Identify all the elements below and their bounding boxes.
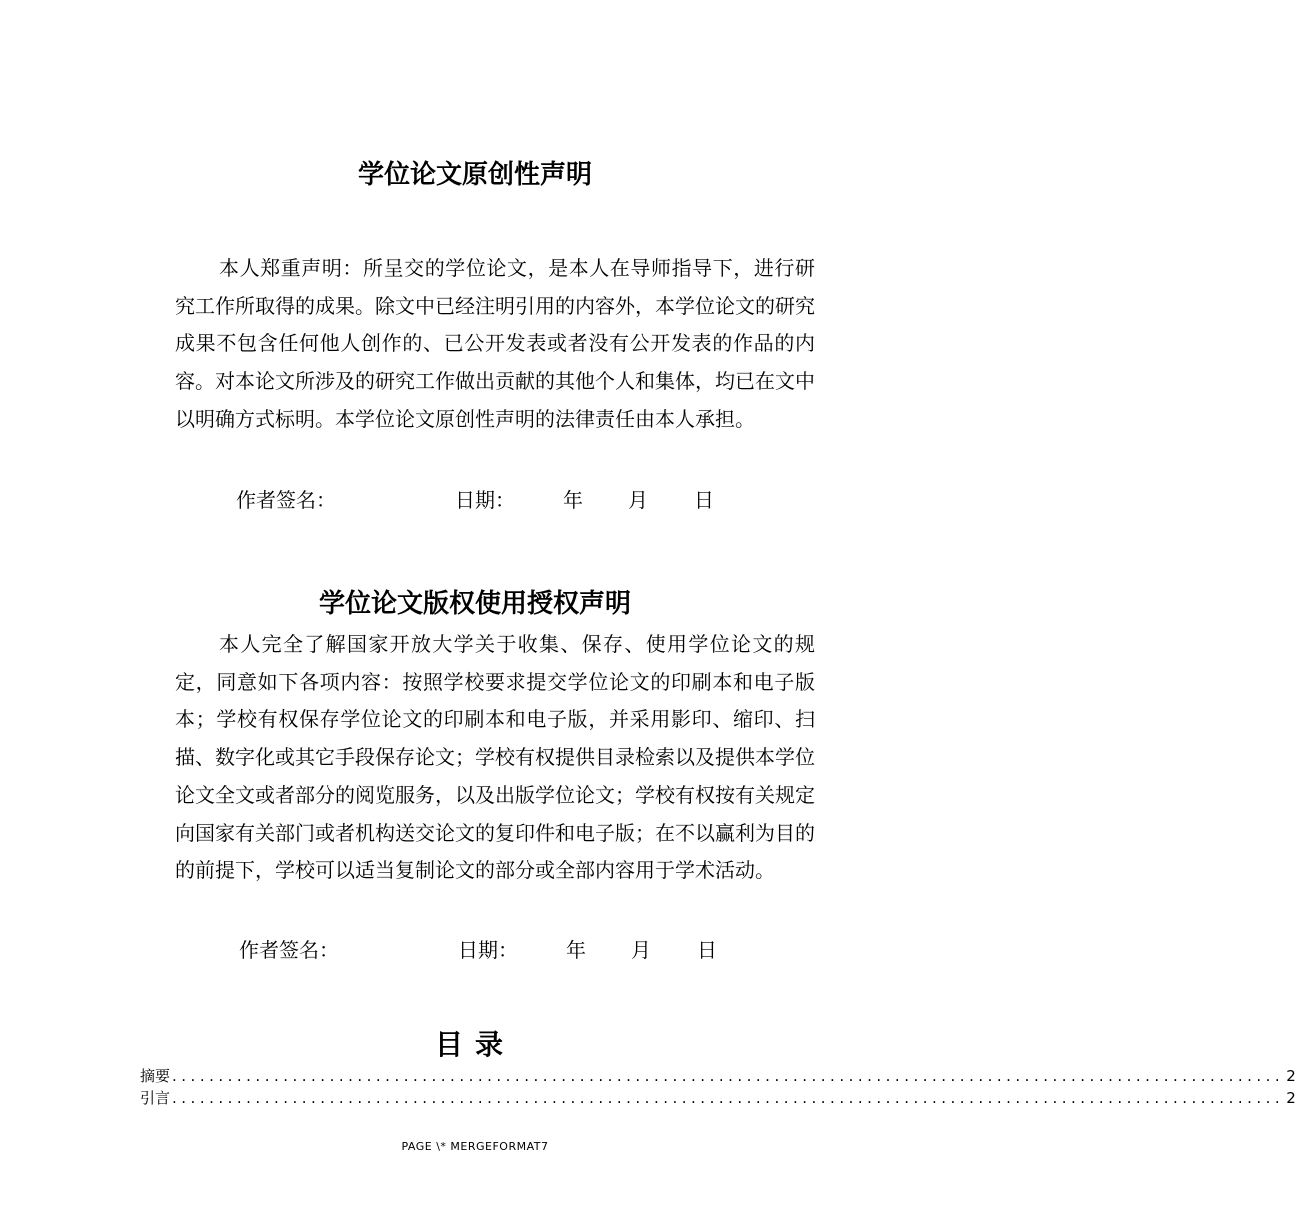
table-of-contents xyxy=(140,1065,1296,1109)
author-signature-label: 作者签名： xyxy=(239,938,339,962)
originality-body: 本人郑重声明：所呈交的学位论文，是本人在导师指导下，进行研究工作所取得的成果。除文中已经注明引用的内容外，本学位论文的研究成果不包含任何他人创作的、已公开发表或者没有公开发表的作品的内容。对本论文所涉及的研究工作做出贡献的其他个人和集体，均已在文中以明确方式标明。本学位论文原创性声明的法律责任由本人承担。 xyxy=(175,256,815,431)
month-label: 月 xyxy=(628,488,648,512)
originality-title: 学位论文原创性声明 xyxy=(357,160,592,190)
author-signature-label: 作者签名： xyxy=(236,488,336,512)
copyright-body: 本人完全了解国家开放大学关于收集、保存、使用学位论文的规定，同意如下各项内容：按照学校要求提交学位论文的印刷本和电子版本；学校有权保存学位论文的印刷本和电子版，并采用影印、缩印、扫描、数字化或其它手段保存论文；学校有权提供目录检索以及提供本学位论文全文或者部分的阅览服务，以及出版学位论文；学校有权按有关规定向国家有关部门或者机构送交论文的复印件和电子版；在不以赢利为目的的前提下，学校可以适当复制论文的部分或全部内容用于学术活动。 xyxy=(175,632,815,883)
page-footer: PAGE \* MERGEFORMAT7 xyxy=(401,1140,549,1153)
toc-leader-dots: ........................................................................................................................ xyxy=(172,1067,1285,1085)
toc-entry-label: 摘要 xyxy=(140,1067,171,1085)
toc-title: 目录 xyxy=(434,1028,515,1061)
toc-entry-page: 2 xyxy=(1286,1089,1296,1107)
day-label: 日 xyxy=(697,938,717,962)
toc-entry[interactable] xyxy=(140,1065,1296,1087)
copyright-title: 学位论文版权使用授权声明 xyxy=(318,589,631,619)
toc-entry-page: 2 xyxy=(1286,1067,1296,1085)
year-label: 年 xyxy=(563,488,583,512)
date-label: 日期： xyxy=(458,938,518,962)
month-label: 月 xyxy=(631,938,651,962)
year-label: 年 xyxy=(566,938,586,962)
toc-entry[interactable] xyxy=(140,1087,1296,1109)
day-label: 日 xyxy=(694,488,714,512)
date-label: 日期： xyxy=(455,488,515,512)
toc-leader-dots: ........................................................................................................................ xyxy=(172,1089,1285,1107)
toc-entry-label: 引言 xyxy=(140,1089,171,1107)
